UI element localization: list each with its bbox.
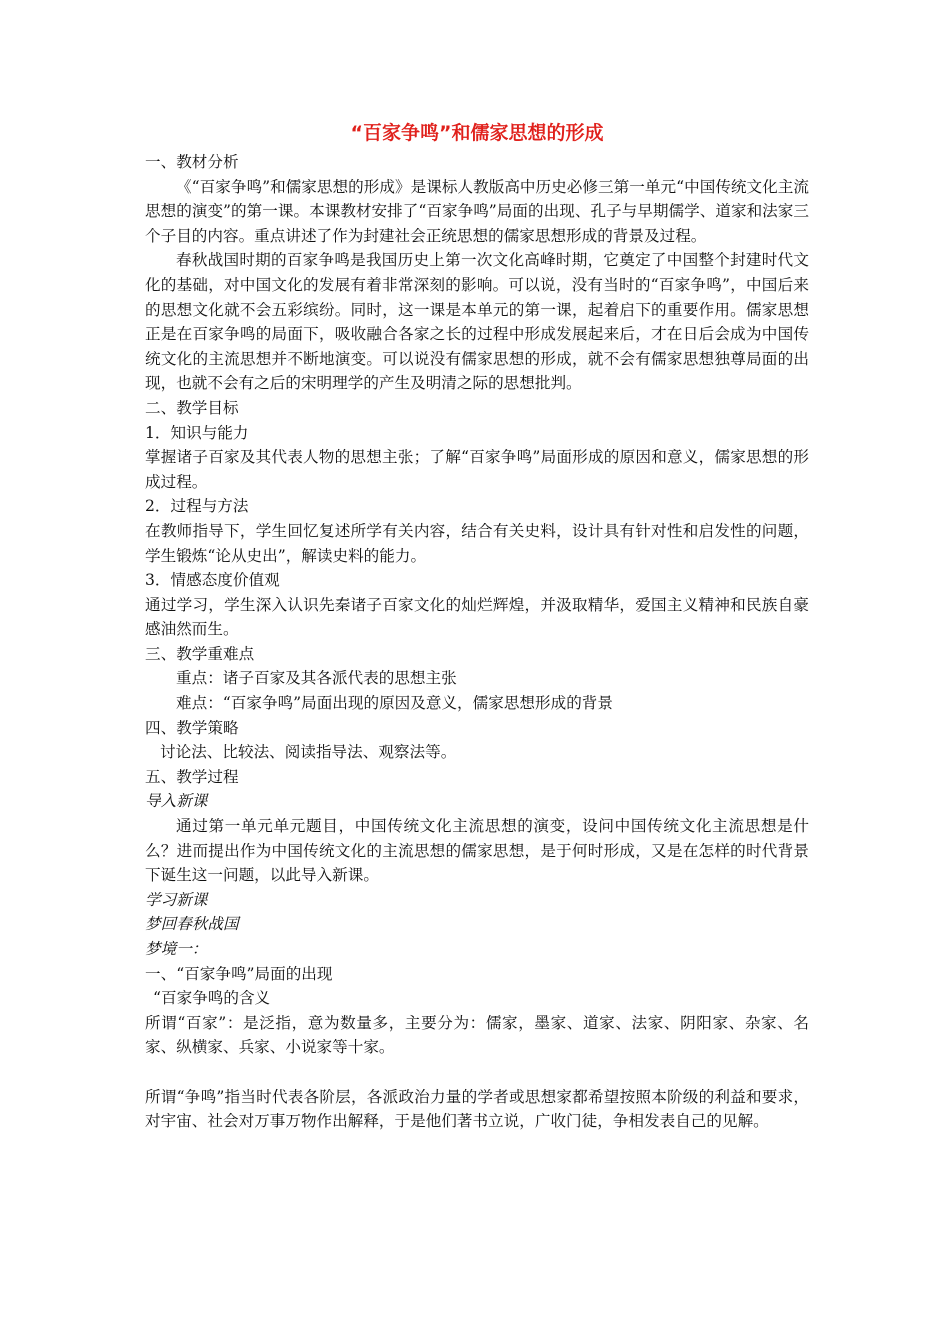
strategy-text: 讨论法、比较法、阅读指导法、观察法等。: [160, 743, 457, 762]
section-heading-process: 五、教学过程: [145, 767, 239, 786]
goal-heading-knowledge: 1．知识与能力: [145, 423, 249, 442]
section-heading-goals: 二、教学目标: [145, 398, 239, 417]
section-heading-keypoints: 三、教学重难点: [145, 644, 255, 663]
difficulty-text: 难点：“百家争鸣”局面出现的原因及意义，儒家思想形成的背景: [176, 694, 613, 713]
intro-text: 通过第一单元单元题目，中国传统文化主流思想的演变，设问中国传统文化主流思想是什么？进而提出作为中国传统文化的主流思想的儒家思想，是于何时形成，又是在怎样的时代背景下诞生这一问题，以此导入新课。: [145, 817, 809, 885]
part1-subheading: “百家争鸣的含义: [153, 989, 271, 1008]
dream-one-label: 梦境一：: [145, 940, 208, 958]
keypoint-text: 重点：诸子百家及其各派代表的思想主张: [176, 669, 457, 688]
intro-label: 导入新课: [145, 792, 208, 811]
paragraph-analysis-2: 春秋战国时期的百家争鸣是我国历史上第一次文化高峰时期，它奠定了中国整个封建时代文化的基础，对中国文化的发展有着非常深刻的影响。可以说，没有当时的“百家争鸣”，中国后来的思想文化就不会五彩缤纷。同时，这一课是本单元的第一课，起着启下的重要作用。儒家思想正是在百家争鸣的局面下，吸收融合各家之长的过程中形成发展起来后，才在日后会成为中国传统文化的主流思想并不断地演变。可以说没有儒家思想的形成，就不会有儒家思想独尊局面的出现，也就不会有之后的宋明理学的产生及明清之际的思想批判。: [145, 251, 809, 393]
part1-heading: 一、“百家争鸣”局面的出现: [145, 964, 333, 983]
zhengming-text: 所谓“争鸣”指当时代表各阶层，各派政治力量的学者或思想家都希望按照本阶级的利益和要求，对宇宙、社会对万事万物作出解释，于是他们著书立说，广收门徒，争相发表自己的见解。: [145, 1087, 809, 1131]
section-heading-strategy: 四、教学策略: [145, 718, 239, 737]
dream-back-label: 梦回春秋战国: [145, 915, 239, 934]
goal-text-process: 在教师指导下，学生回忆复述所学有关内容，结合有关史料，设计具有针对性和启发性的问题，学生锻炼“论从史出”，解读史料的能力。: [145, 521, 809, 565]
goal-text-values: 通过学习，学生深入认识先秦诸子百家文化的灿烂辉煌，并汲取精华，爱国主义精神和民族自豪感油然而生。: [145, 595, 809, 639]
blank-line: [145, 1060, 809, 1085]
learn-label: 学习新课: [145, 890, 208, 909]
goal-heading-process: 2．过程与方法: [145, 497, 249, 516]
baijia-text: 所谓“百家”：是泛指，意为数量多，主要分为：儒家，墨家、道家、法家、阴阳家、杂家、名家、纵横家、兵家、小说家等十家。: [145, 1013, 809, 1057]
section-heading-analysis: 一、教材分析: [145, 153, 239, 171]
goal-text-knowledge: 掌握诸子百家及其代表人物的思想主张；了解“百家争鸣”局面形成的原因和意义，儒家思想的形成过程。: [145, 448, 809, 491]
goal-heading-values: 3．情感态度价值观: [145, 571, 280, 590]
document-title: “百家争鸣”和儒家思想的形成: [350, 122, 604, 144]
document-body: [145, 118, 809, 1134]
paragraph-analysis-1: 《“百家争鸣”和儒家思想的形成》是课标人教版高中历史必修三第一单元“中国传统文化主流思想的演变”的第一课。本课教材安排了“百家争鸣”局面的出现、孔子与早期儒学、道家和法家三个子目的内容。重点讲述了作为封建社会正统思想的儒家思想形成的背景及过程。: [145, 177, 809, 245]
